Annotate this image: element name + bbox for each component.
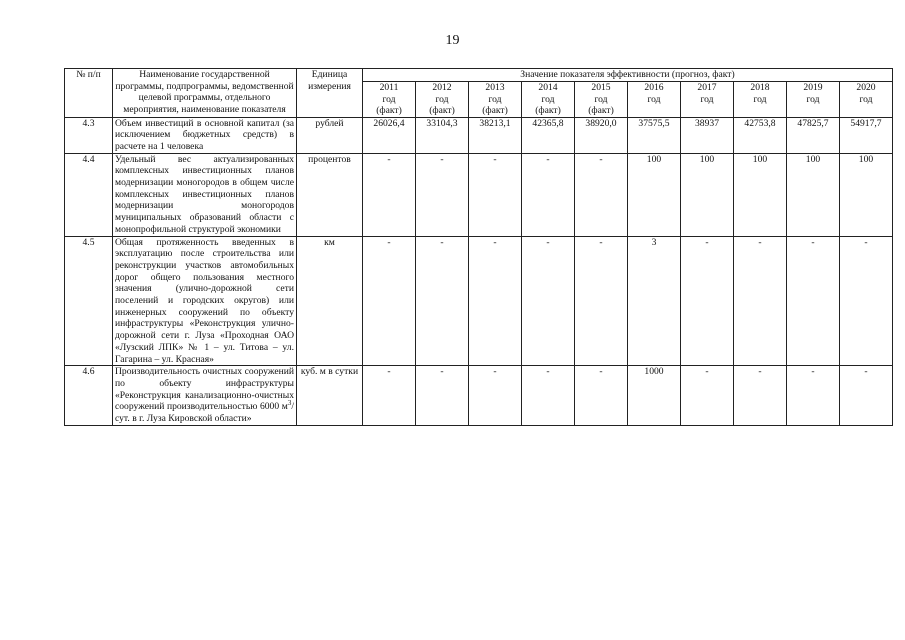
value-cell: 38920,0: [575, 117, 628, 153]
value-cell: -: [840, 236, 893, 366]
value-cell: 100: [734, 153, 787, 236]
value-cell: -: [469, 366, 522, 426]
row-num: 4.3: [65, 117, 113, 153]
value-cell: 100: [840, 153, 893, 236]
value-cell: -: [787, 236, 840, 366]
value-cell: -: [787, 366, 840, 426]
header-year: 2020 год: [840, 82, 893, 118]
value-cell: -: [469, 236, 522, 366]
header-row: [65, 69, 893, 82]
value-cell: 3: [628, 236, 681, 366]
value-cell: 33104,3: [416, 117, 469, 153]
row-name: Общая протяженность введенных в эксплуатацию после строительства или реконструкции участков автомобильных дорог общего пользования местного значения (улично-дорожной сети поселений и городских округов) или инженерных сооружений по объекту инфраструктуры «Реконструкция улично-дорожной сети г. Луза «Проходная ОАО «Лузский ЛПК» № 1 – ул. Титова – ул. Гагарина – ул. Красная»: [113, 236, 297, 366]
header-name: Наименование государственной программы, подпрограммы, ведомственной целевой программы, отдельного мероприятия, наименование показателя: [113, 69, 297, 118]
row-name: Производительность очистных сооружений по объекту инфраструктуры «Реконструкция канализационно-очистных сооружений производительностью 6000 $м^3$/сут. в г. Луза Кировской области»: [113, 366, 297, 426]
header-num: № п/п: [65, 69, 113, 118]
value-cell: -: [522, 236, 575, 366]
header-year: 2015 год (факт): [575, 82, 628, 118]
row-unit: куб. м в сутки: [297, 366, 363, 426]
table-row: [65, 117, 893, 153]
table-row: [65, 236, 893, 366]
header-year: 2013 год (факт): [469, 82, 522, 118]
value-cell: 100: [628, 153, 681, 236]
value-cell: -: [416, 236, 469, 366]
value-cell: -: [734, 366, 787, 426]
header-year: 2014 год (факт): [522, 82, 575, 118]
row-num: 4.4: [65, 153, 113, 236]
value-cell: -: [363, 236, 416, 366]
value-cell: -: [575, 366, 628, 426]
header-year: 2018 год: [734, 82, 787, 118]
header-year: 2019 год: [787, 82, 840, 118]
value-cell: -: [734, 236, 787, 366]
header-year: 2017 год: [681, 82, 734, 118]
header-year: 2011 год (факт): [363, 82, 416, 118]
value-cell: 26026,4: [363, 117, 416, 153]
value-cell: -: [575, 153, 628, 236]
row-unit: процентов: [297, 153, 363, 236]
value-cell: -: [575, 236, 628, 366]
value-cell: -: [681, 366, 734, 426]
header-values-group: Значение показателя эффективности (прогноз, факт): [363, 69, 893, 82]
value-cell: -: [363, 366, 416, 426]
row-name: Удельный вес актуализированных комплексных инвестиционных планов модернизации моногородов в общем числе комплексных инвестиционных планов модернизации моногородов муниципальных образований области с монопрофильной структурой экономики: [113, 153, 297, 236]
table-row: [65, 366, 893, 426]
value-cell: 1000: [628, 366, 681, 426]
value-cell: -: [522, 366, 575, 426]
header-unit: Единица измерения: [297, 69, 363, 118]
value-cell: -: [469, 153, 522, 236]
value-cell: -: [522, 153, 575, 236]
value-cell: 100: [681, 153, 734, 236]
value-cell: 38213,1: [469, 117, 522, 153]
value-cell: 100: [787, 153, 840, 236]
header-year: 2012 год (факт): [416, 82, 469, 118]
value-cell: 42365,8: [522, 117, 575, 153]
value-cell: -: [416, 153, 469, 236]
value-cell: -: [416, 366, 469, 426]
row-unit: км: [297, 236, 363, 366]
value-cell: -: [363, 153, 416, 236]
table-row: [65, 153, 893, 236]
header-year: 2016 год: [628, 82, 681, 118]
row-name: Объем инвестиций в основной капитал (за исключением бюджетных средств) в расчете на 1 человека: [113, 117, 297, 153]
row-num: 4.6: [65, 366, 113, 426]
row-unit: рублей: [297, 117, 363, 153]
value-cell: 42753,8: [734, 117, 787, 153]
indicator-table: [64, 68, 893, 426]
value-cell: 47825,7: [787, 117, 840, 153]
value-cell: 38937: [681, 117, 734, 153]
row-num: 4.5: [65, 236, 113, 366]
value-cell: -: [840, 366, 893, 426]
value-cell: 54917,7: [840, 117, 893, 153]
value-cell: -: [681, 236, 734, 366]
page-number: 19: [445, 33, 460, 48]
value-cell: 37575,5: [628, 117, 681, 153]
